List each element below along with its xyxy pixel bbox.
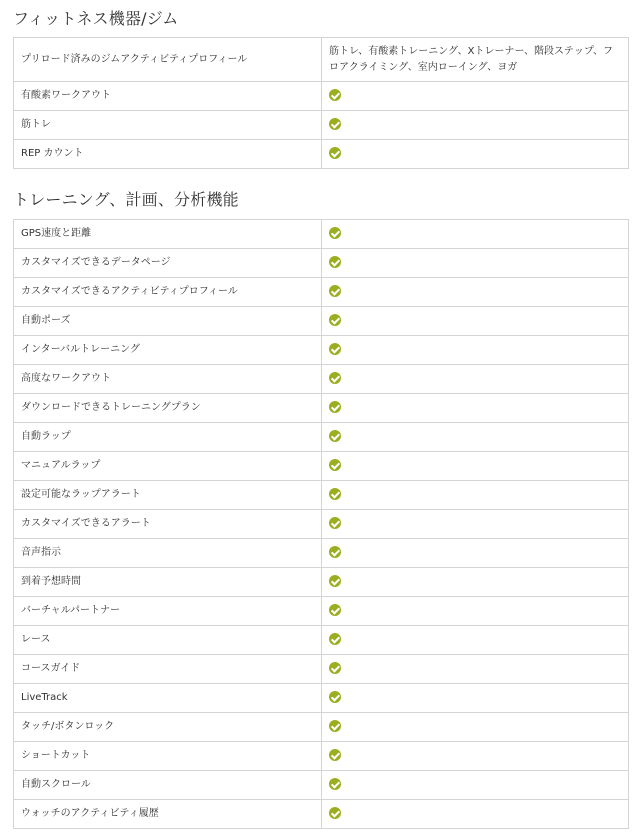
row-label: ウォッチのアクティビティ履歴	[14, 800, 322, 829]
row-label: 自動ポーズ	[14, 307, 322, 336]
section-title-gym: フィットネス機器/ジム	[13, 9, 179, 28]
table-row	[14, 626, 629, 655]
check-circle-icon	[329, 546, 341, 558]
check-circle-icon	[329, 691, 341, 703]
row-value	[322, 452, 629, 481]
table-row	[14, 307, 629, 336]
row-value	[322, 82, 629, 111]
check-circle-icon	[329, 807, 341, 819]
row-value	[322, 394, 629, 423]
row-label: LiveTrack	[14, 684, 322, 713]
row-value	[322, 597, 629, 626]
row-label: 自動スクロール	[14, 771, 322, 800]
table-row	[14, 742, 629, 771]
row-label: カスタマイズできるアクティビティプロフィール	[14, 278, 322, 307]
table-row	[14, 220, 629, 249]
row-label: 音声指示	[14, 539, 322, 568]
row-value	[322, 510, 629, 539]
row-label: レース	[14, 626, 322, 655]
row-label: コースガイド	[14, 655, 322, 684]
row-label: ダウンロードできるトレーニングプラン	[14, 394, 322, 423]
table-row	[14, 597, 629, 626]
check-circle-icon	[329, 227, 341, 239]
row-value	[322, 800, 629, 829]
row-value	[322, 140, 629, 169]
check-circle-icon	[329, 517, 341, 529]
row-value	[322, 111, 629, 140]
row-value	[322, 278, 629, 307]
row-value	[322, 307, 629, 336]
row-value	[322, 568, 629, 597]
table-row	[14, 452, 629, 481]
table-row	[14, 713, 629, 742]
row-label: GPS速度と距離	[14, 220, 322, 249]
row-value	[322, 626, 629, 655]
check-circle-icon	[329, 401, 341, 413]
row-label: カスタマイズできるデータページ	[14, 249, 322, 278]
check-circle-icon	[329, 89, 341, 101]
row-value	[322, 365, 629, 394]
table-row	[14, 539, 629, 568]
row-label: タッチ/ボタンロック	[14, 713, 322, 742]
row-label: 自動ラップ	[14, 423, 322, 452]
table-row	[14, 481, 629, 510]
row-value	[322, 220, 629, 249]
row-value	[322, 684, 629, 713]
table-row	[14, 111, 629, 140]
table-row	[14, 82, 629, 111]
check-circle-icon	[329, 118, 341, 130]
section-gap	[13, 169, 629, 190]
table-row	[14, 800, 629, 829]
row-label: マニュアルラップ	[14, 452, 322, 481]
table-row	[14, 278, 629, 307]
check-circle-icon	[329, 633, 341, 645]
check-circle-icon	[329, 488, 341, 500]
row-value	[322, 336, 629, 365]
check-circle-icon	[329, 343, 341, 355]
row-label: 到着予想時間	[14, 568, 322, 597]
spec-table-training	[13, 219, 629, 829]
check-circle-icon	[329, 662, 341, 674]
check-circle-icon	[329, 430, 341, 442]
row-label: 設定可能なラップアラート	[14, 481, 322, 510]
row-label: 高度なワークアウト	[14, 365, 322, 394]
row-value	[322, 655, 629, 684]
table-row	[14, 38, 629, 82]
table-row	[14, 771, 629, 800]
row-value: 筋トレ、有酸素トレーニング、Xトレーナー、階段ステップ、フロアクライミング、室内ローイング、ヨガ	[322, 38, 629, 82]
table-row	[14, 568, 629, 597]
table-row	[14, 394, 629, 423]
table-row	[14, 140, 629, 169]
table-row	[14, 655, 629, 684]
check-circle-icon	[329, 749, 341, 761]
row-value	[322, 423, 629, 452]
row-label: プリロード済みのジムアクティビティプロフィール	[14, 38, 322, 82]
table-row	[14, 684, 629, 713]
section-title-training: トレーニング、計画、分析機能	[13, 190, 239, 209]
table-row	[14, 249, 629, 278]
row-label: ショートカット	[14, 742, 322, 771]
row-value	[322, 249, 629, 278]
check-circle-icon	[329, 147, 341, 159]
table-row	[14, 336, 629, 365]
row-value	[322, 742, 629, 771]
row-label: 有酸素ワークアウト	[14, 82, 322, 111]
row-label: カスタマイズできるアラート	[14, 510, 322, 539]
check-circle-icon	[329, 285, 341, 297]
check-circle-icon	[329, 604, 341, 616]
check-circle-icon	[329, 256, 341, 268]
table-row	[14, 510, 629, 539]
table-row	[14, 423, 629, 452]
check-circle-icon	[329, 575, 341, 587]
check-circle-icon	[329, 778, 341, 790]
row-value	[322, 771, 629, 800]
row-label: バーチャルパートナー	[14, 597, 322, 626]
row-label: インターバルトレーニング	[14, 336, 322, 365]
check-circle-icon	[329, 372, 341, 384]
check-circle-icon	[329, 459, 341, 471]
row-value	[322, 713, 629, 742]
row-label: REP カウント	[14, 140, 322, 169]
row-value	[322, 539, 629, 568]
row-value	[322, 481, 629, 510]
row-label: 筋トレ	[14, 111, 322, 140]
check-circle-icon	[329, 720, 341, 732]
check-circle-icon	[329, 314, 341, 326]
spec-table-gym	[13, 37, 629, 169]
table-row	[14, 365, 629, 394]
